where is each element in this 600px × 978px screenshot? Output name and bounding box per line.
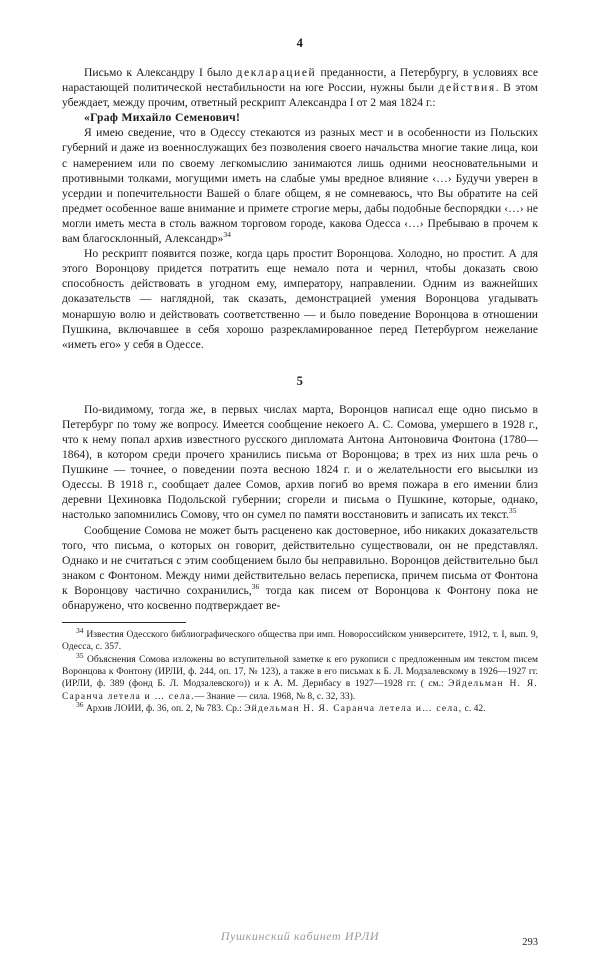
- section-4-body: [62, 65, 538, 352]
- footnote-marker: 34: [76, 625, 84, 635]
- paragraph: По-видимому, тогда же, в первых числах марта, Воронцов написал еще одно письмо в Петербург по тому же вопросу. Имеется сообщение некоего А. С. Сомова, умершего в 1928 г., что к нему попал архив известного русского дипломата Антона Антоновича Фонтона (1780—1864), в котором среди прочего хранились письма от Воронцова; в трех из них шла речь о Пушкине — точнее, о поведении поэта весною 1824 г. и о желательности его высылки из Одессы. В 1918 г., сообщает далее Сомов, архив погиб во время пожара в его имении близ деревни Цехиновка Подольской губернии; сгорели и письма о Пушкине, которые, однако, настолько запомнились Сомову, что он сумел по памяти восстановить и записать их текст.$^{35}$: [62, 402, 538, 522]
- emphasis-spaced: декларацией: [236, 66, 317, 79]
- page-number: 293: [522, 937, 538, 948]
- footnote-entry: $^{34}$ Известия Одесского библиографического общества при имп. Новороссийском университете, 1912, т. I, вып. 9, Одесса, с. 357.: [62, 625, 538, 653]
- footnote-entry: $^{35}$ Объяснения Сомова изложены во вступительной заметке к его рукописи с предложенным им текстом писем Воронцова к Фонтону (ИРЛИ, ф. 244, оп. 17, № 123), а также в его письмах к Б. Л. Модзалевскому в 1926—1927 гг. (ИРЛИ, ф. 389 (фонд Б. Л. Модзалевского)) и к А. М. Дерибасу в 1927—1928 гг. ( см.: Эйдельман Н. Я. Саранча летела и … села.— Знание — сила. 1968, № 8, с. 32, 33).: [62, 650, 538, 702]
- footnote-marker: 35: [508, 506, 517, 516]
- footnotes-block: [62, 625, 538, 715]
- citation-author: Эйдельман Н. Я. Саранча летела и … села.: [62, 679, 538, 702]
- footnote-marker: 36: [76, 700, 84, 710]
- paragraph: [62, 110, 538, 125]
- watermark: Пушкинский кабинет ИРЛИ: [220, 929, 380, 943]
- footnote-marker: 35: [76, 650, 84, 660]
- section-5-body: [62, 402, 538, 613]
- section-number: 5: [296, 373, 304, 388]
- quote-salutation: «Граф Михайло Семенович!: [84, 111, 241, 125]
- footnote-marker: 36: [251, 582, 260, 592]
- footnote-marker: 34: [223, 230, 231, 240]
- paragraph: Сообщение Сомова не может быть расценено как достоверное, ибо никаких доказательств того, что письма, о которых он говорит, действительно существовали, он не представлял. Однако и не считаться с этим сообщением было бы неправильно. Воронцов действительно был знаком с Фонтоном. Между ними действительно велась переписка, причем письма от Фонтона к Воронцову частично сохранились,$^{36}$ тогда как писем от Воронцова к Фонтону пока не обнаружено, что косвенно подтверждает ве-: [62, 523, 538, 612]
- paragraph: Я имею сведение, что в Одессу стекаются из разных мест и в особенности из Польских губерний и даже из военнослужащих без позволения своего начальства многие такие лица, кои с намерением или по своему легкомыслию занимаются лишь одними неосновательными и противными толками, могущими иметь на слабые умы вредное влияние ‹…› Будучи уверен в усердии и попечительности Вашей о благе общем, я не сомневаюсь, что Вы обратите на сей предмет особенное ваше внимание и примете строгие меры, дабы подобные беспорядки ‹…› не могли иметь места в столь важном торговом городе, какова Одесса ‹…› Пребываю в прочем к вам благосклонный, Александр»$^{34}$: [62, 126, 538, 246]
- footnote-divider: [62, 622, 186, 623]
- paragraph: Письмо к Александру I было декларацией преданности, а Петербургу, в условиях все нарастающей политической нестабильности на юге России, нужны были действия. В этом убеждает, между прочим, ответный рескрипт Александра I от 2 мая 1824 г.:: [62, 66, 538, 110]
- footnote-entry: $^{36}$ Архив ЛОИИ, ф. 36, оп. 2, № 783. Ср.: Эйдельман Н. Я. Саранча летела и… села, с. 42.: [76, 700, 486, 715]
- section-5: [62, 374, 538, 613]
- section-number: 4: [296, 36, 304, 50]
- emphasis-spaced: действия: [438, 81, 496, 95]
- section-4: [62, 36, 538, 352]
- paragraph: Но рескрипт появится позже, когда царь простит Воронцова. Холодно, но простит. А для этого Воронцову придется потратить еще немало пота и чернил, чтобы доказать свою способность действовать в угодном ему, императору, направлении. Одним из важнейших доказательств — наглядной, так сказать, демонстрацией умения Воронцова угадывать монаршую волю и действовать соответственно — и было поведение Воронцова в отношении Пушкина, включавшее в себя хорошо разрекламированное перед Петербургом нежелание «иметь его» у себя в Одессе.: [62, 247, 538, 351]
- citation-author: Эйдельман Н. Я. Саранча летела и… села,: [244, 704, 463, 715]
